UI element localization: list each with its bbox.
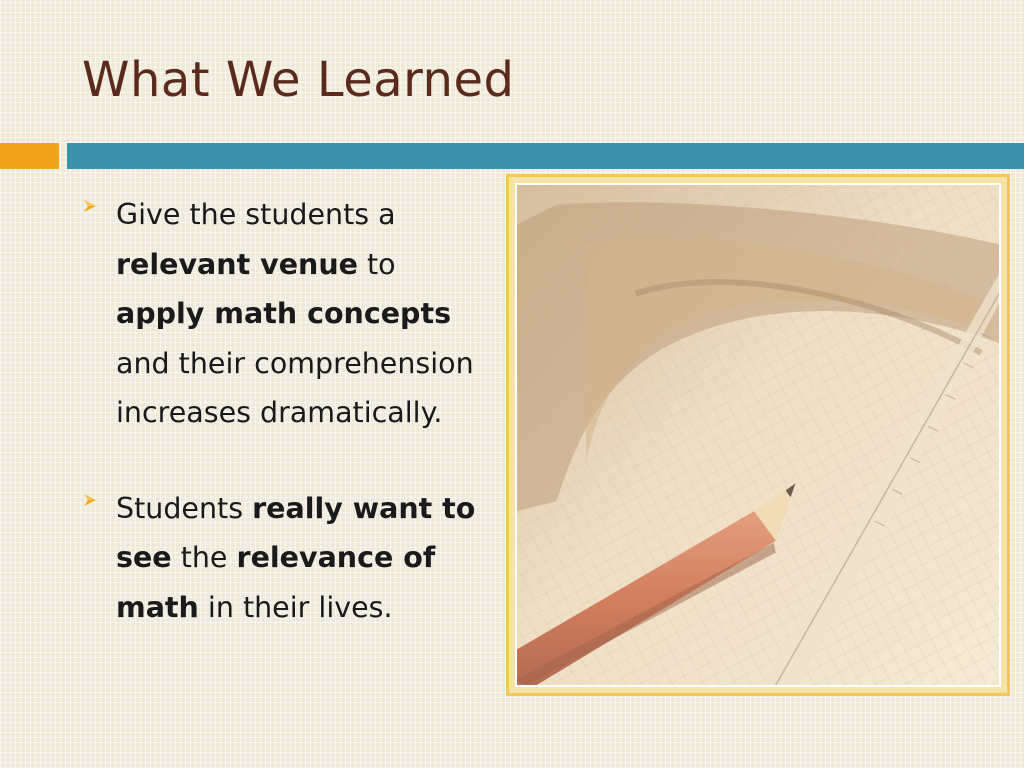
bullet-text-part: Students [116, 491, 253, 525]
bullet-text-bold: relevance of math [116, 541, 436, 624]
title-underline-bar [67, 143, 1024, 169]
accent-bar [0, 143, 59, 169]
arrowhead-bullet-icon [82, 198, 98, 214]
photo-frame [506, 174, 1010, 696]
bullet-text-bold: really want to see [116, 491, 476, 574]
bullet-text-part: and their comprehension increases dramatically. [116, 346, 474, 429]
bullet-text-bold: apply math concepts [116, 297, 452, 330]
pencil-protractor-photo [515, 183, 1001, 687]
arrowhead-bullet-icon [82, 492, 98, 508]
bullet-text-part: in their lives. [198, 590, 393, 624]
bullet-text-part: to [357, 247, 396, 281]
bullet-list [80, 190, 490, 632]
bullet-item [80, 190, 490, 438]
photo-illustration [517, 185, 999, 685]
slide-title: What We Learned [82, 52, 515, 108]
bullet-text-bold: relevant venue [116, 247, 358, 281]
bullet-text-part: Give the students a [116, 198, 396, 231]
bullet-text-part: the [171, 541, 237, 574]
bullet-item [80, 484, 490, 633]
